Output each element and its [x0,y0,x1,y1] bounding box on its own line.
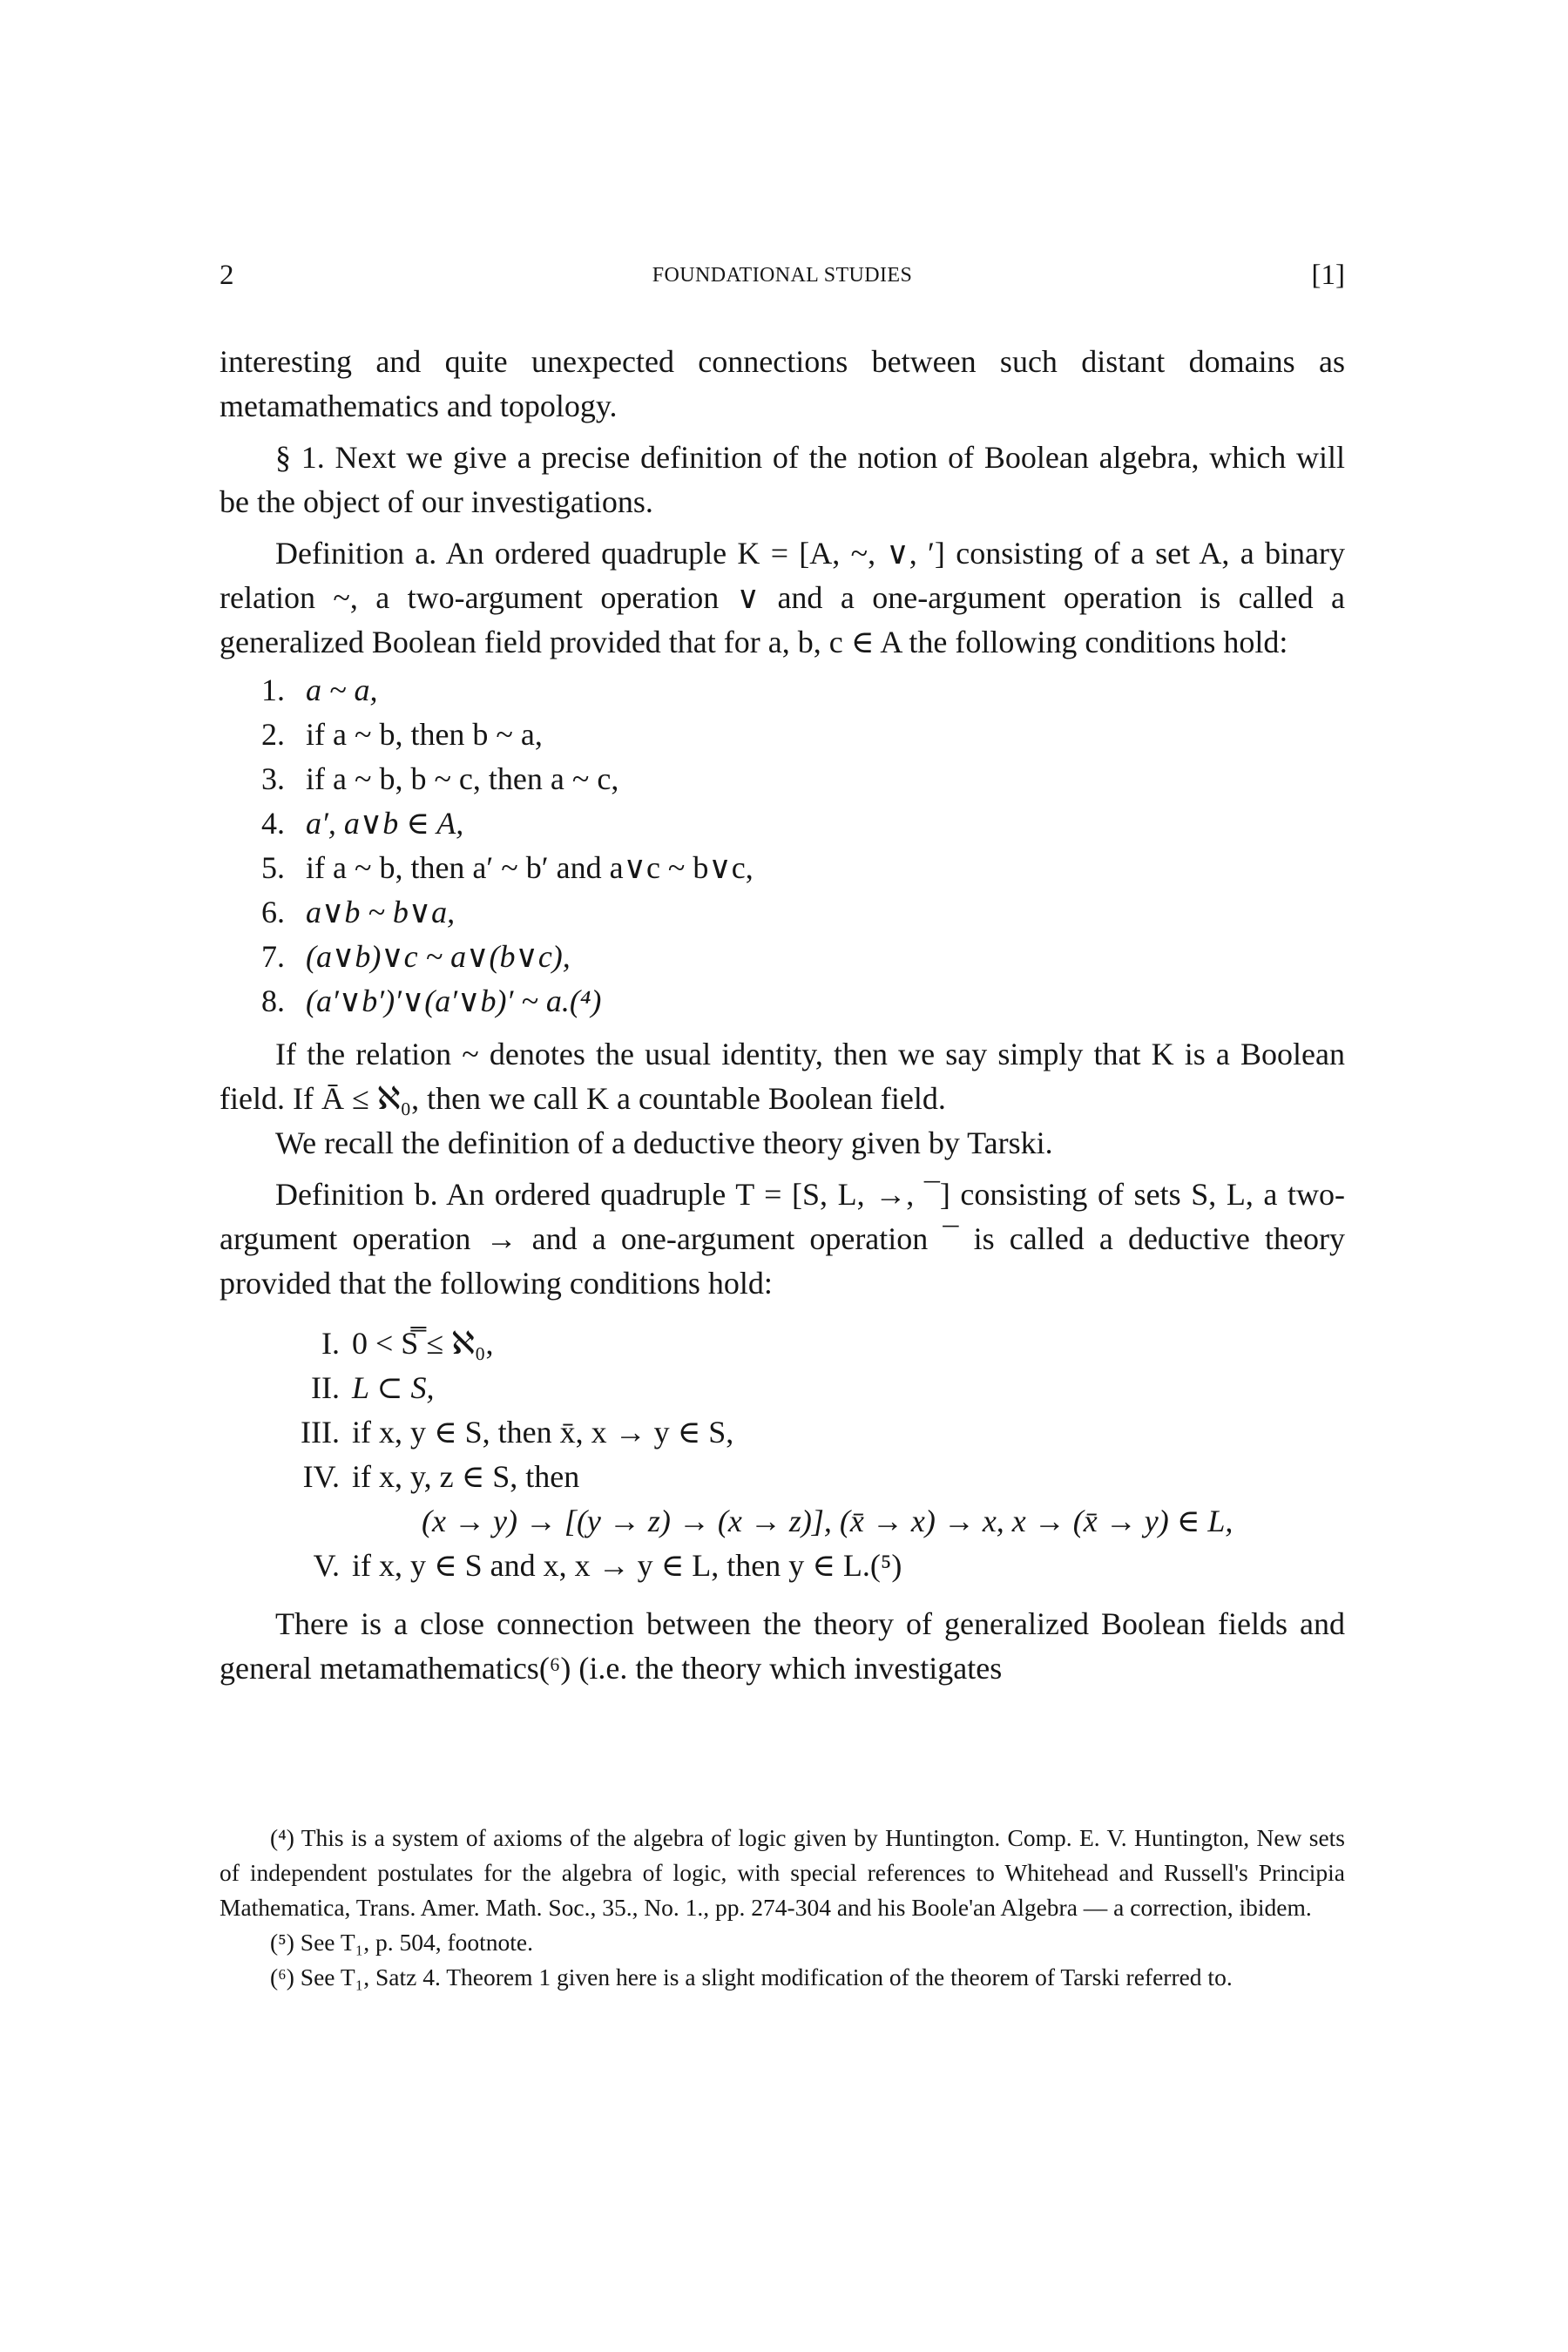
condition-item [261,890,1345,935]
section-reference: [1] [1311,260,1345,291]
theory-condition-number: III. [301,1415,340,1450]
theory-condition-item [282,1321,1345,1366]
page-header [220,260,1345,298]
theory-condition-number: I. [321,1326,340,1361]
footnotes [220,1821,1345,1995]
definition-a: Definition a. An ordered quadruple K = [A, ~, ∨, ′] consisting of a set A, a binary relation ~, a two-argument operation ∨ and a one-argument operation is called a generalized Boolean field provided that for a, b, c ∈ A the following conditions hold: [220,536,1345,659]
condition-item [261,668,1345,713]
condition-number: 8. [261,983,285,1018]
condition-item [261,935,1345,979]
theory-condition-item [282,1499,1345,1544]
condition-formula: (a∨b)∨c ~ a∨(b∨c), [306,939,571,974]
paragraph-intro: interesting and quite unexpected connections between such distant domains as metamathematics and topology. [220,344,1345,423]
theory-condition-formula: if x, y ∈ S, then x̄, x → y ∈ S, [352,1415,734,1450]
theory-condition-formula: if x, y, z ∈ S, then [352,1459,580,1494]
footnote-4: (⁴) This is a system of axioms of the algebra of logic given by Huntington. Comp. E. V. Huntington, New sets of independent postulates for the algebra of logic, with special references to Whitehead and Russell's Principia Mathematica, Trans. Amer. Math. Soc., 35., No. 1., pp. 274-304 and his Boole'an Algebra — a correction, ibidem. [220,1824,1345,1921]
condition-formula: (a′∨b′)′∨(a′∨b)′ ~ a.(⁴) [306,983,602,1018]
theory-condition-item [282,1455,1345,1499]
condition-formula: if a ~ b, b ~ c, then a ~ c, [306,761,619,796]
theory-condition-number: V. [313,1548,340,1583]
theory-condition-item [282,1544,1345,1588]
footnote-5: (⁵) See T₁, p. 504, footnote. [270,1929,534,1956]
definition-b: Definition b. An ordered quadruple T = [S, L, →, ¯] consisting of sets S, L, a two-argument operation → and a one-argument operation ¯ is called a deductive theory provided that the following conditions hold: [220,1177,1345,1301]
condition-item [261,757,1345,801]
theory-condition-formula: L ⊂ S, [352,1370,435,1405]
main-text [220,340,1345,1691]
condition-formula: if a ~ b, then a′ ~ b′ and a∨c ~ b∨c, [306,850,754,885]
theory-condition-number: IV. [302,1459,340,1494]
paragraph-metamathematics: There is a close connection between the theory of generalized Boolean fields and general metamathematics(⁶) (i.e. the theory which investigates [220,1606,1345,1686]
condition-number: 7. [261,939,285,974]
condition-formula: a∨b ~ b∨a, [306,895,456,929]
condition-item [261,713,1345,757]
condition-item [261,801,1345,846]
condition-number: 2. [261,717,285,752]
condition-number: 1. [261,672,285,707]
footnote-6: (⁶) See T₁, Satz 4. Theorem 1 given here is a slight modification of the theorem of Tarski referred to. [270,1963,1233,1990]
boolean-field-conditions [261,668,1345,1024]
condition-formula: a ~ a, [306,672,378,707]
condition-number: 5. [261,850,285,885]
condition-item [261,979,1345,1024]
condition-number: 6. [261,895,285,929]
theory-condition-item [282,1410,1345,1455]
theory-condition-item [282,1366,1345,1410]
condition-formula: if a ~ b, then b ~ a, [306,717,543,752]
condition-number: 4. [261,806,285,841]
condition-number: 3. [261,761,285,796]
paragraph-section-1: § 1. Next we give a precise definition of the notion of Boolean algebra, which will be the object of our investigations. [220,440,1345,519]
theory-condition-formula: (x → y) → [(y → z) → (x → z)], (x̄ → x) → x, x → (x̄ → y) ∈ L, [422,1504,1233,1538]
theory-condition-formula: if x, y ∈ S and x, x → y ∈ L, then y ∈ L.(⁵) [352,1548,902,1583]
paragraph-boolean-field: If the relation ~ denotes the usual identity, then we say simply that K is a Boolean field. If Ā ≤ ℵ₀, then we call K a countable Boolean field. [220,1037,1345,1116]
condition-item [261,846,1345,890]
deductive-theory-conditions [282,1321,1345,1588]
condition-formula: a′, a∨b ∈ A, [306,806,464,841]
page-number: 2 [220,260,234,291]
theory-condition-number: II. [311,1370,340,1405]
paragraph-recall-tarski: We recall the definition of a deductive theory given by Tarski. [275,1125,1053,1160]
running-head: FOUNDATIONAL STUDIES [652,264,913,287]
theory-condition-formula: 0 < S̿ ≤ ℵ₀, [352,1326,494,1361]
